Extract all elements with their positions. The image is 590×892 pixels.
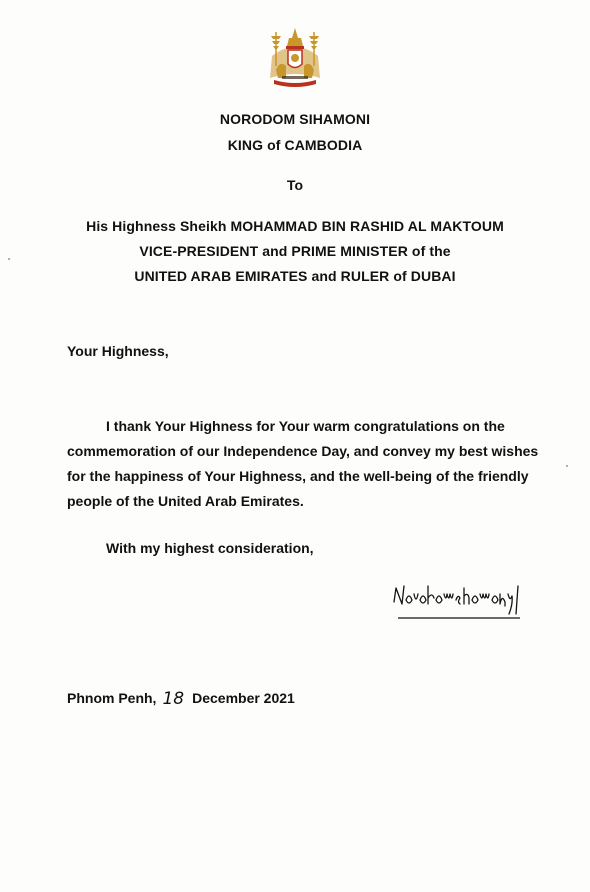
sender-name: NORODOM SIHAMONI bbox=[219, 111, 371, 127]
handwritten-signature bbox=[388, 580, 533, 626]
salutation: Your Highness, bbox=[67, 343, 169, 359]
dateline bbox=[67, 688, 295, 708]
scan-speck bbox=[566, 465, 568, 467]
scan-speck bbox=[8, 258, 10, 260]
body-line: I thank Your Highness for Your warm congratulations on the bbox=[106, 418, 505, 434]
recipient-line-2: VICE-PRESIDENT and PRIME MINISTER of the bbox=[139, 243, 451, 259]
recipient-line-1: His Highness Sheikh MOHAMMAD BIN RASHID AL MAKTOUM bbox=[86, 218, 504, 234]
recipient-line-3: UNITED ARAB EMIRATES and RULER of DUBAI bbox=[134, 268, 456, 284]
body-line: commemoration of our Independence Day, and convey my best wishes bbox=[67, 443, 539, 459]
closing: With my highest consideration, bbox=[106, 540, 314, 556]
sender-title: KING of CAMBODIA bbox=[227, 137, 363, 153]
body-line: people of the United Arab Emirates. bbox=[67, 493, 304, 509]
royal-arms-of-cambodia-icon bbox=[262, 26, 328, 92]
dateline-place: Phnom Penh, bbox=[67, 690, 157, 706]
dateline-day: 18 bbox=[162, 689, 185, 709]
body-line: for the happiness of Your Highness, and the well-being of the friendly bbox=[67, 468, 529, 484]
to-label: To bbox=[286, 177, 304, 193]
dateline-month-year: December 2021 bbox=[192, 690, 295, 706]
